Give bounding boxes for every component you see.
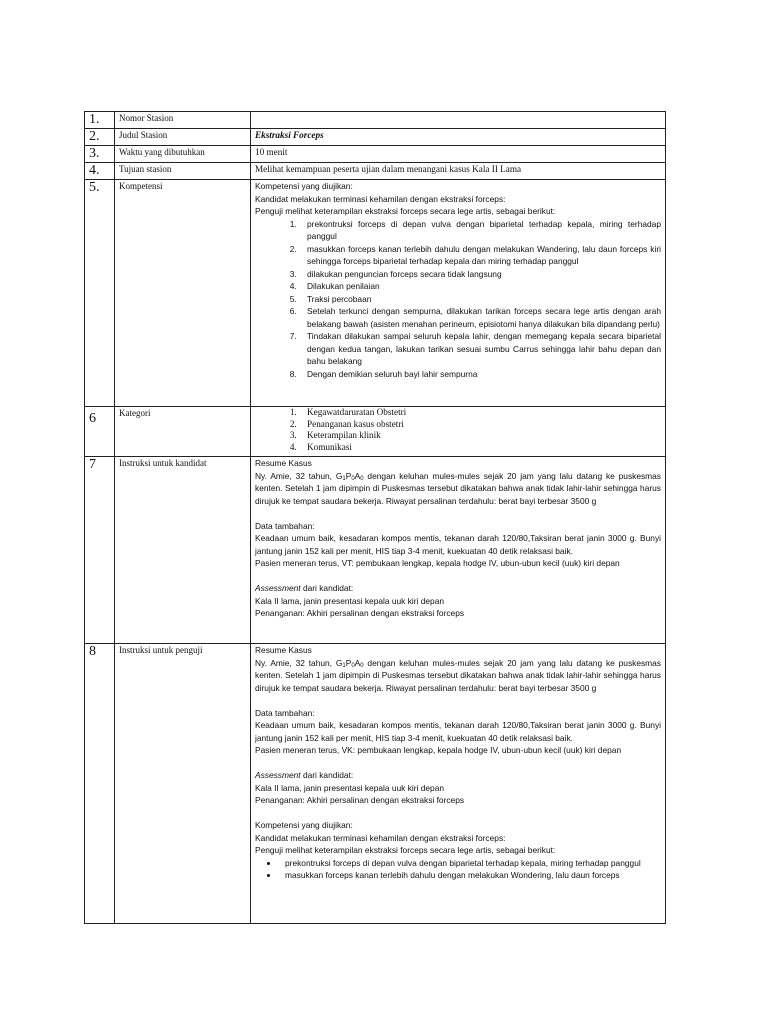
assessment-line: Penanganan: Akhiri persalinan dengan ekstraksi forceps [255, 608, 465, 618]
kompetensi-list [255, 218, 661, 381]
row-label: Waktu yang dibutuhkan [115, 146, 251, 163]
list-item: 2. masukkan forceps kanan terlebih dahulu dengan melakukan Wandering, lalu daun forceps kiri sehingga forceps biparietal terhadap kepala dan miring terhadap panggul [299, 243, 661, 268]
row-kompetensi [85, 180, 666, 407]
row-judul-stasion [85, 129, 666, 146]
row-number: 3. [85, 146, 115, 163]
row-label: Kompetensi [115, 180, 251, 407]
resume-text: Ny. Amie, 32 tahun, $G_1P_0A_0$ dengan keluhan mules-mules sejak 20 jam yang lalu datang ke puskesmas kenten. Setelah 1 jam dipimpin di Puskesmas tersebut dikatakan bahwa anak tidak lahir-lahir sehingga harus dirujuk ke tempat saudara bekerja. Riwayat persalinan terdahulu: berat bayi terbesar 3500 g [255, 470, 661, 506]
list-item: 4. Dilakukan penilaian [299, 280, 661, 293]
row-number: 5. [85, 180, 115, 407]
kompetensi-line: Penguji melihat keterampilan ekstraksi forceps secara lege artis, sebagai berikut: [255, 845, 556, 855]
row-instruksi-penguji [85, 644, 666, 924]
row-waktu [85, 146, 666, 163]
row-number: 7 [85, 457, 115, 644]
kompetensi-line: Kandidat melakukan terminasi kehamilan dengan ekstraksi forceps: [255, 193, 506, 204]
list-item: 6. Setelah terkunci dengan sempurna, dilakukan tarikan forceps secara lege artis dengan arah belakang bawah (asisten menahan perineum, episiotomi hanya dilakukan bila dipandang perlu) [299, 305, 661, 330]
list-item: • masukkan forceps kanan terlebih dahulu dengan melakukan Wondering, lalu daun forceps [279, 869, 661, 882]
kompetensi-heading: Kompetensi yang diujikan: [255, 181, 353, 191]
list-item: 8. Dengan demikian seluruh bayi lahir sempurna [299, 368, 661, 381]
row-number: 1. [85, 112, 115, 129]
station-table [84, 111, 666, 924]
list-item: 2. Penanganan kasus obstetri [299, 419, 661, 431]
assessment-heading: Assessment dari kandidat: [255, 583, 354, 593]
kompetensi-bullets [255, 857, 661, 882]
row-tujuan [85, 163, 666, 180]
row-number: 4. [85, 163, 115, 180]
assessment-line: Kala II lama, janin presentasi kepala uuk kiri depan [255, 595, 445, 606]
kategori-list [255, 407, 661, 453]
list-item: 5. Traksi percobaan [299, 293, 661, 306]
row-nomor-stasion [85, 112, 666, 129]
row-number: 8 [85, 644, 115, 924]
tambahan-title: Data tambahan: [255, 520, 315, 531]
row-value: 10 menit [251, 146, 666, 163]
tambahan-text: Pasien meneran terus, VK: pembukaan lengkap, kepala hodge IV, ubun-ubun kecil (uuk) kiri depan [255, 745, 622, 755]
list-item: 1. Kegawatdaruratan Obstetri [299, 407, 661, 419]
assessment-line: Penanganan: Akhiri persalinan dengan ekstraksi forceps [255, 795, 465, 805]
row-instruksi-kandidat [85, 457, 666, 644]
resume-title: Resume Kasus [255, 458, 312, 468]
assessment-heading: Assessment dari kandidat: [255, 770, 354, 780]
station-title: Ekstraksi Forceps [255, 130, 324, 140]
tambahan-title: Data tambahan: [255, 707, 315, 718]
list-item: • prekontruksi forceps di depan vulva dengan biparietal terhadap kepala, miring terhadap panggul [279, 857, 661, 870]
kompetensi-heading: Kompetensi yang diujikan: [255, 820, 353, 830]
list-item: 7. Tindakan dilakukan sampai seluruh kepala lahir, dengan memegang kepala secara biparietal dengan kedua tangan, lakukan tarikan sesuai sumbu Carrus sehingga lahir bahu depan dan bahu belakang [299, 330, 661, 368]
row-value [251, 112, 666, 129]
kompetensi-cell [251, 180, 666, 407]
tambahan-text: Keadaan umum baik, kesadaran kompos mentis, tekanan darah 120/80,Taksiran berat janin 3000 g. Bunyi jantung janin 152 kali per menit, HIS tiap 3-4 menit, kuekuatan 40 detik relaksasi baik. [255, 533, 661, 556]
row-label: Instruksi untuk kandidat [115, 457, 251, 644]
row-number: 2. [85, 129, 115, 146]
row-kategori [85, 407, 666, 457]
assessment-line: Kala II lama, janin presentasi kepala uuk kiri depan [255, 782, 445, 793]
penguji-cell [251, 644, 666, 924]
kandidat-cell [251, 457, 666, 644]
kompetensi-line: Kandidat melakukan terminasi kehamilan dengan ekstraksi forceps: [255, 832, 506, 843]
row-label: Judul Stasion [115, 129, 251, 146]
row-value: Melihat kemampuan peserta ujian dalam menangani kasus Kala II Lama [251, 163, 666, 180]
tambahan-text: Keadaan umum baik, kesadaran kompos mentis, tekanan darah 120/80,Taksiran berat janin 3000 g. Bunyi jantung janin 152 kali per menit, HIS tiap 3-4 menit, kuekuatan 40 detik relaksasi baik. [255, 720, 661, 743]
kategori-cell [251, 407, 666, 457]
row-label: Instruksi untuk penguji [115, 644, 251, 924]
tambahan-text: Pasien meneran terus, VT: pembukaan lengkap, kepala hodge IV, ubun-ubun kecil (uuk) kiri depan [255, 558, 620, 568]
row-label: Nomor Stasion [115, 112, 251, 129]
kompetensi-line: Penguji melihat keterampilan ekstraksi forceps secara lege artis, sebagai berikut: [255, 206, 556, 216]
resume-title: Resume Kasus [255, 645, 312, 655]
resume-text: Ny. Amie, 32 tahun, $G_1P_0A_0$ dengan keluhan mules-mules sejak 20 jam yang lalu datang ke puskesmas kenten. Setelah 1 jam dipimpin di Puskesmas tersebut dikatakan bahwa anak tidak lahir-lahir sehingga harus dirujuk ke tempat saudara bekerja. Riwayat persalinan terdahulu: berat bayi terbesar 3500 g [255, 657, 661, 693]
row-label: Tujuan stasion [115, 163, 251, 180]
list-item: 3. Keterampilan klinik [299, 430, 661, 442]
list-item: 3. dilakukan penguncian forceps secara tidak langsung [299, 268, 661, 281]
list-item: 4. Komunikasi [299, 442, 661, 454]
row-number: 6 [85, 407, 115, 457]
row-label: Kategori [115, 407, 251, 457]
list-item: 1. prekontruksi forceps di depan vulva dengan biparietal terhadap kepala, miring terhadap panggul [299, 218, 661, 243]
